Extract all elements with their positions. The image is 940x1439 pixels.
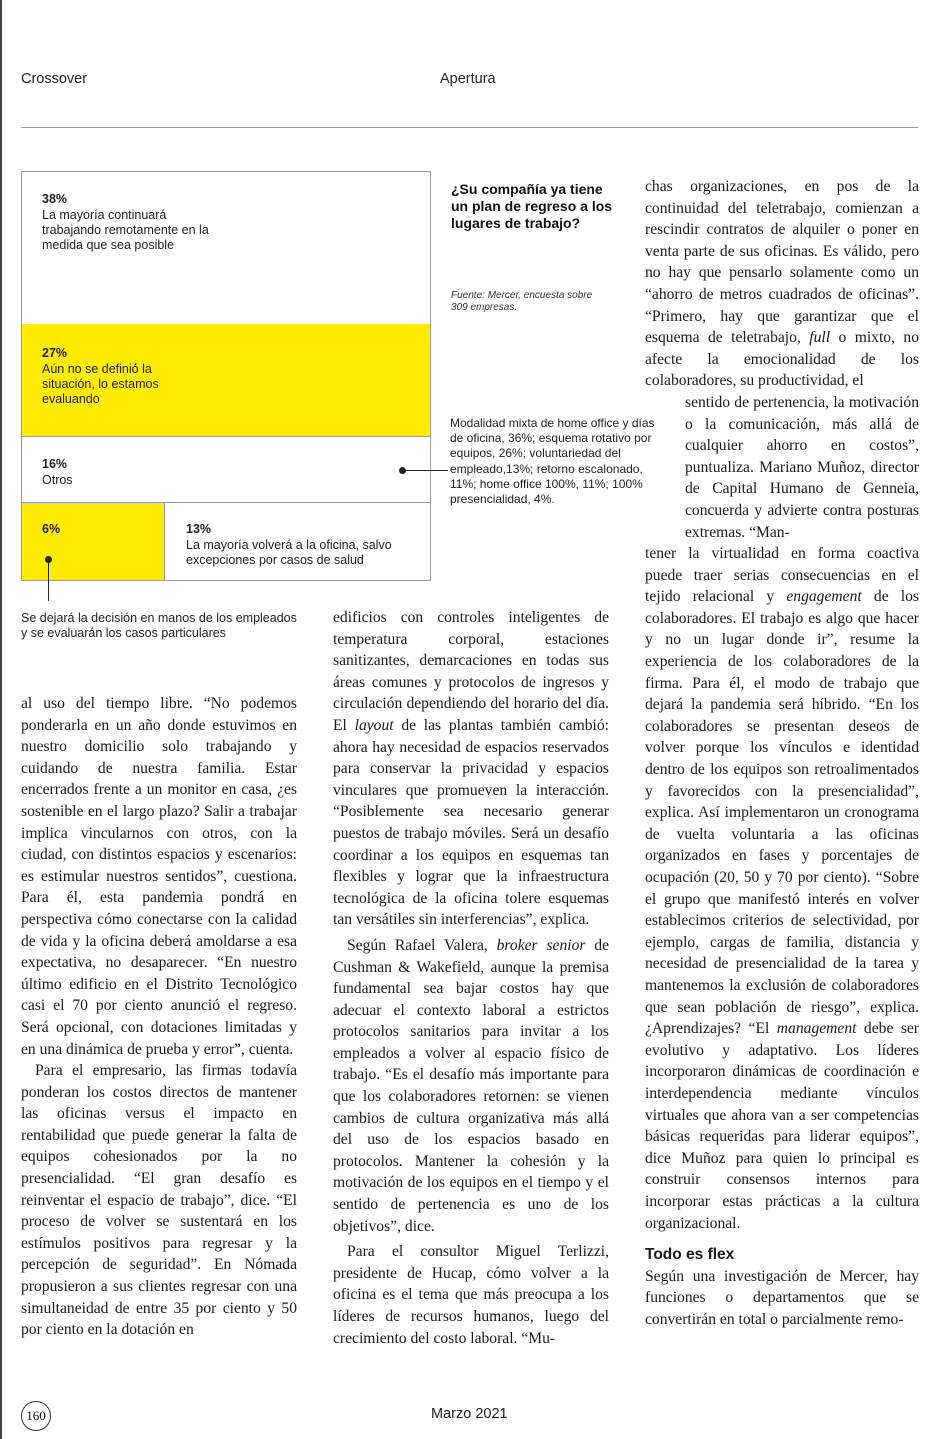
article-column-1	[21, 693, 297, 1341]
article-column-2	[333, 607, 609, 1349]
segment-label	[42, 346, 202, 407]
header-divider	[21, 127, 918, 128]
survey-chart	[21, 171, 431, 581]
paragraph: al uso del tiempo libre. “No podemos ponderarla en un año donde estuvimos en nuestro domicilio solo trabajando y cuidando de nuestra familia. Estar encerrados frente a un monitor en casa, ¿es sostenible en el largo plazo? Salir a trabajar implica vincularnos con otros, con la ciudad, con distintos espacios y escenarios: es estimular nuestros sentidos”, cuestiona. Para él, esta pandemia pondrá en perspectiva cómo conectarse con la calidad de vida y la oficina deberá amoldarse a esa expectativa, no desaparecer. “En nuestro último edificio en el Distrito Tecnológico casi el 70 por ciento anunció el regreso. Será opcional, con dotaciones limitadas y en una dinámica de prueba y error”, cuenta.	[21, 695, 297, 1058]
callout-text: Se dejará la decisión en manos de los empleados y se evaluarán los casos particulares	[21, 611, 297, 640]
subheading: Todo es flex	[645, 1246, 735, 1264]
italic-term: full	[809, 329, 831, 347]
text-run: de los colaboradores. El trabajo es algo que hacer y no un lugar donde ir”, resume la experiencia de los colaboradores de la firma. Para él, el modo de trabajo que dejará la pandemia será híbrido. “En los colaboradores se presentan deseos de volver porque los vínculos e identidad dentro de los equipos son retroalimentados y favorecidos con la presencialidad”, explica. Así implementaron un cronograma de vuelta voluntaria a las oficinas organizados en fases y porcentajes de ocupación (20, 50 y 70 por ciento). “Sobre el grupo que manifestó interés en volver establecimos criterios de selectividad, por ejemplo, cargas de familia, distancia y necesidad de presencialidad de la tarea y mantenemos la exclusión de colaboradores que sean población de riesgo”, explica. ¿Aprendizajes? “El	[645, 588, 919, 1038]
article-column-3	[645, 176, 919, 1330]
segment-description: La mayoría volverá a la oficina, salvo excepciones por casos de salud	[186, 538, 392, 567]
callout-line	[48, 559, 49, 601]
segment-description: Otros	[42, 473, 73, 487]
section-label: Crossover	[21, 71, 88, 87]
segment-label	[186, 522, 411, 568]
segment-percent: 38%	[42, 192, 68, 206]
text-run: de las plantas también cambió: ahora hay necesidad de espacios reservados para conservar la privacidad y espacios vinculares que promueven la interacción. “Posiblemente sea necesario generar puestos de trabajo móviles. Será un desafío coordinar a los equipos en esquemas tan flexibles y lograr que la infraestructura tecnológica de la oficina tolere esquemas tan versátiles sin interferencias”, explica.	[333, 716, 609, 929]
text-run: o mixto, no afecte la emocionalidad de los colaboradores, su productividad, el	[645, 329, 919, 390]
segment-description: La mayoría continuará trabajando remotamente en la medida que sea posible	[42, 208, 209, 252]
paragraph-wrap: sentido de pertenencia, la motivación o la comunicación, más allá de cualquier ahorro en costos”, puntualiza. Mariano Muñoz, director de Capital Humano de Genneia, concuerda y advierte contra posturas extremas. “Man-	[685, 393, 919, 541]
italic-term: engagement	[786, 588, 862, 606]
chart-divider	[22, 436, 430, 437]
chart-divider	[164, 502, 165, 580]
segment-label	[42, 522, 142, 538]
section-title: Apertura	[440, 71, 496, 87]
paragraph: Según una investigación de Mercer, hay funciones o departamentos que se convertirán en total o parcialmente remo-	[645, 1267, 919, 1328]
paragraph: Para el consultor Miguel Terlizzi, presidente de Hucap, cómo volver a la oficina es el tema que más preocupa a los líderes de recursos humanos, luego del crecimiento del costo laboral. “Mu-	[333, 1243, 609, 1347]
italic-term: broker senior	[496, 936, 586, 954]
paragraph	[333, 935, 609, 1237]
page-number: 160	[21, 1401, 51, 1431]
annotation-line	[403, 470, 448, 471]
segment-percent: 16%	[42, 457, 68, 471]
segment-6	[22, 502, 164, 580]
text-run: tener la virtualidad en forma coactiva puede traer serias consecuencias en el tejido relacional y	[645, 545, 919, 606]
italic-term: management	[776, 1020, 857, 1038]
chart-source: Fuente: Mercer, encuesta sobre 309 empresas.	[451, 290, 593, 313]
segment-percent: 27%	[42, 346, 68, 360]
segment-description: Aún no se definió la situación, lo estamos evaluando	[42, 362, 159, 406]
chart-question: ¿Su compañía ya tiene un plan de regreso a los lugares de trabajo?	[451, 181, 613, 231]
segment-label	[42, 457, 202, 488]
text-run: Según Rafael Valera,	[347, 936, 497, 954]
text-run: edificios con controles inteligentes de temperatura corporal, estaciones sanitizantes, demarcaciones en todas sus áreas comunes y protocolos de ingresos y circulación dependiendo del horario del día. El	[333, 609, 609, 734]
mixed-modality-note: Modalidad mixta de home office y días de oficina, 36%; esquema rotativo por equipos, 26%; voluntariedad del empleado,13%; retorno escalonado, 11%; home office 100%, 11%; 100% presencialidad, 4%.	[450, 416, 655, 507]
segment-label	[42, 192, 212, 253]
paragraph: Para el empresario, las firmas todavía ponderan los costos directos de mantener las oficinas versus el impacto en rentabilidad que puede generar la falta de equipos cohesionados por la no presencialidad. “El gran desafío es reinventar el espacio de trabajo”, dice. “El proceso de volver se sustentará en los estímulos positivos para regresar y la percepción de seguridad”. En Nómada propusieron a sus clientes regresar con una simultaneidad de entre 35 por ciento y 50 por ciento en la dotación en	[21, 1062, 297, 1339]
text-run: chas organizaciones, en pos de la continuidad del teletrabajo, comienzan a rescindir contratos de alquiler o poner en venta parte de sus oficinas. Es válido, pero no hay que pensarlo solamente como un “ahorro de metros cuadrados de oficinas”. “Primero, hay que garantizar que el esquema de teletrabajo,	[645, 178, 919, 347]
segment-percent: 13%	[186, 522, 212, 536]
page-edge	[0, 0, 2, 1439]
text-run: de Cushman & Wakefield, aunque la premisa fundamental sea bajar costos hay que adecuar el contexto laboral a estrictos protocolos sanitarios para invitar a los empleados a volver al espacio físico de trabajo. “Es el desafío más importante para que los colaboradores retornen: se vienen cambios de cultura organizativa más allá del uso de los espacios basado en protocolos. Mantener la cohesión y la motivación de los equipos en el tiempo y el sentido de pertenencia es uno de los objetivos”, dice.	[333, 936, 609, 1235]
paragraph	[645, 543, 919, 1234]
paragraph	[645, 176, 919, 392]
chart-divider	[22, 502, 430, 503]
paragraph	[333, 607, 609, 931]
issue-date: Marzo 2021	[431, 1406, 508, 1422]
segment-percent: 6%	[42, 522, 61, 536]
italic-term: layout	[354, 716, 394, 734]
text-run: debe ser evolutivo y adaptativo. Los líderes incorporaron dinámicas de coordinación e interdependencia mediante vínculos virtuales que ahora van a ser competencias básicas requeridas para liderar equipos”, dice Muñoz para quien lo principal es construir consensos internos para incorporar estas prácticas a la cultura organizacional.	[645, 1020, 920, 1232]
